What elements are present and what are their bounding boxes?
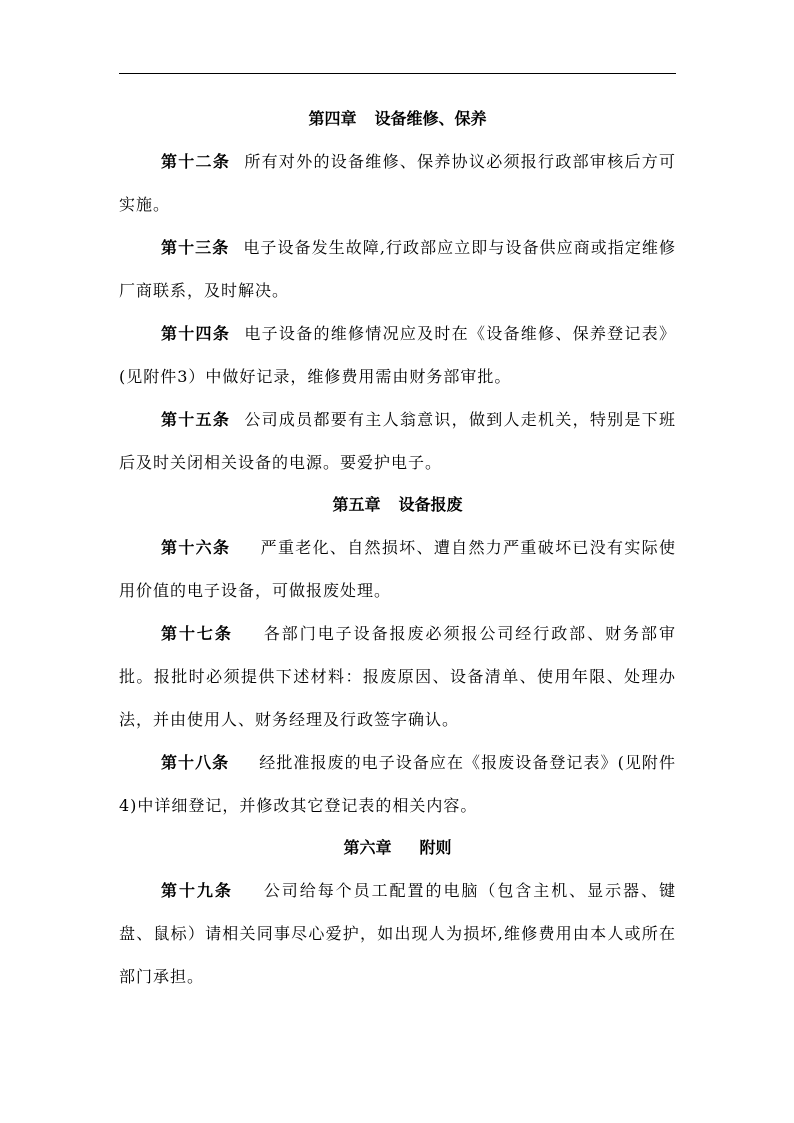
- chapter-number: 第五章: [332, 495, 381, 514]
- chapter-4: [119, 98, 676, 484]
- article-16: [119, 526, 676, 612]
- article-text: 各部门电子设备报废必须报公司经行政部、财务部审批。报批时必须提供下述材料：报废原因、设备清单、使用年限、处理办法，并由使用人、财务经理及行政签字确认。: [119, 624, 676, 729]
- article-label: 第十八条: [161, 753, 230, 772]
- header-rule: [119, 73, 676, 74]
- chapter-heading: [119, 484, 676, 526]
- article-18: [119, 741, 676, 827]
- chapter-6: [119, 827, 676, 998]
- chapter-number: 第六章: [343, 838, 392, 857]
- article-14: [119, 312, 676, 398]
- article-label: 第十三条: [161, 238, 230, 257]
- article-text: 严重老化、自然损坏、遭自然力严重破坏已没有实际使用价值的电子设备，可做报废处理。: [119, 538, 676, 600]
- article-text: 电子设备的维修情况应及时在《设备维修、保养登记表》(见附件3）中做好记录，维修费用需由财务部审批。: [119, 324, 676, 386]
- article-text: 公司成员都要有主人翁意识，做到人走机关，特别是下班后及时关闭相关设备的电源。要爱护电子。: [119, 410, 676, 472]
- document-body: [119, 98, 676, 998]
- chapter-title: 附则: [419, 838, 452, 857]
- article-label: 第十四条: [161, 324, 231, 343]
- article-label: 第十九条: [161, 881, 233, 900]
- article-19: [119, 869, 676, 998]
- chapter-number: 第四章: [308, 109, 357, 128]
- article-text: 经批准报废的电子设备应在《报废设备登记表》(见附件4)中详细登记，并修改其它登记表的相关内容。: [119, 753, 676, 815]
- article-text: 电子设备发生故障,行政部应立即与设备供应商或指定维修厂商联系，及时解决。: [119, 238, 676, 300]
- article-13: [119, 226, 676, 312]
- article-label: 第十七条: [161, 624, 233, 643]
- chapter-heading: [119, 827, 676, 869]
- chapter-title: 设备维修、保养: [374, 109, 487, 128]
- chapter-5: [119, 484, 676, 827]
- article-text: 所有对外的设备维修、保养协议必须报行政部审核后方可实施。: [119, 152, 676, 214]
- article-17: [119, 612, 676, 741]
- article-label: 第十六条: [161, 538, 231, 557]
- article-label: 第十五条: [161, 410, 231, 429]
- article-label: 第十二条: [161, 152, 231, 171]
- article-12: [119, 140, 676, 226]
- chapter-heading: [119, 98, 676, 140]
- article-15: [119, 398, 676, 484]
- chapter-title: 设备报废: [398, 495, 463, 514]
- article-text: 公司给每个员工配置的电脑（包含主机、显示器、键盘、鼠标）请相关同事尽心爱护，如出现人为损坏,维修费用由本人或所在部门承担。: [119, 881, 676, 986]
